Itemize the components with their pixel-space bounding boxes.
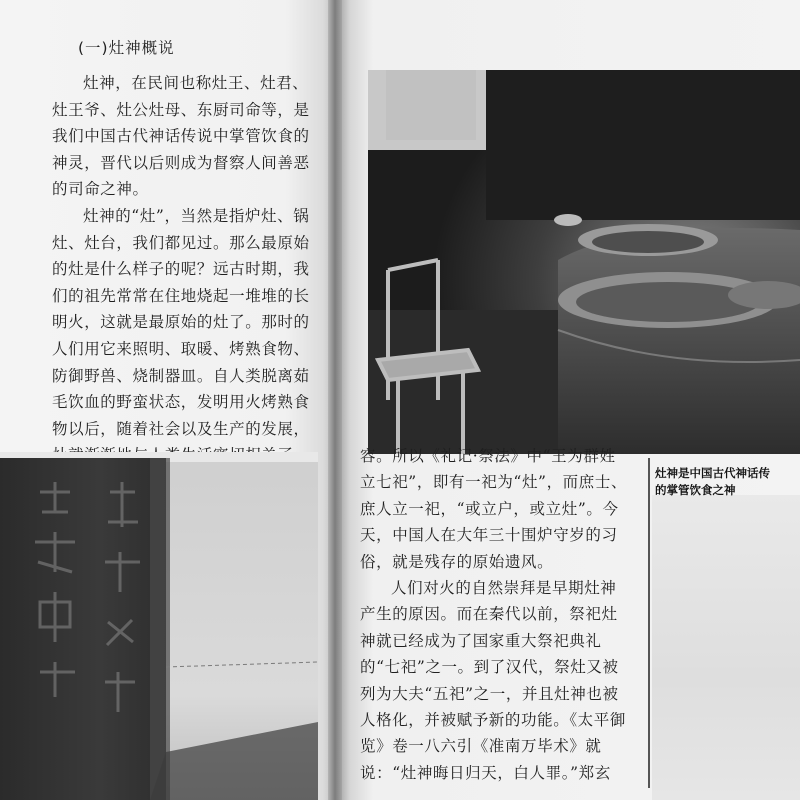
text-line: 并且灶神也被人格化，并被赋予新的功能。 <box>360 684 619 730</box>
right-paragraph-2 <box>360 575 630 786</box>
right-paragraph-1 <box>360 443 630 575</box>
text-line: 爷、灶公灶母、东厨司命等，是我们中国 <box>52 100 310 146</box>
text-line: 到了汉代，祭灶又被列为大夫“五祀”之一， <box>360 658 619 703</box>
text-line: 古代神话传说中掌管饮食的神灵，晋代以 <box>52 127 310 172</box>
text-line: 残存的原始遗风。 <box>424 552 554 571</box>
text-line: 灶神，在民间也称灶王、灶君、灶王 <box>52 74 309 119</box>
kitchen-stove-image <box>368 70 800 454</box>
text-line: 烤熟食物、防御野兽、烧制器皿。自人类 <box>52 339 310 385</box>
caption-line: 灶神是中国古代神话传 <box>655 466 770 480</box>
text-line: 人立一祀，“或立户，或立灶”。今天， <box>360 499 619 545</box>
text-line: 么样子的呢？远古时期，我们的祖先常常 <box>52 260 310 305</box>
text-line: 《太平御览》卷一八六引《准南万毕术》 <box>360 711 626 756</box>
stele-photo <box>0 452 318 800</box>
text-line: 食物以后，随着社会以及生产的发展， <box>52 393 310 438</box>
right-body-text <box>360 443 630 786</box>
text-line: 就说：“灶神晦日归天，白人罪。”郑玄 <box>360 737 611 782</box>
text-line: 始的灶了。那时的人们用它来照明、取暖、 <box>52 313 310 358</box>
text-line: 中国人在大年三十围炉守岁的习俗，就是 <box>360 526 618 571</box>
text-line: 在住地烧起一堆堆的长明火，这就是最原 <box>52 286 310 332</box>
section-heading: (一)灶神概说 <box>78 39 175 57</box>
photo-caption <box>655 465 800 499</box>
kitchen-stove-photo <box>368 70 800 454</box>
text-line: 灶神的“灶”，当然是指炉灶、锅灶、 <box>52 206 310 252</box>
left-paragraph-1 <box>52 70 324 203</box>
text-line: 容。所以《礼记·祭法》中“王为群姓立 <box>360 447 616 492</box>
book-gutter <box>328 0 342 800</box>
text-line: 后则成为督察人间善恶的司命之神。 <box>52 153 310 199</box>
text-line: 七祀”，即有一祀为“灶”，而庶士、庶 <box>360 473 628 518</box>
caption-divider <box>648 458 650 788</box>
text-line: 灶台，我们都见过。那么最原始的灶是什 <box>52 233 310 279</box>
text-line: 人们对火的自然崇拜是早期灶神产生 <box>360 579 617 624</box>
text-line: 成为了国家重大祭祀典礼的“七祀”之一。 <box>360 631 602 677</box>
caption-line: 的掌管饮食之神 <box>655 483 736 497</box>
faded-photo <box>652 495 800 800</box>
text-line: 的原因。而在秦代以前，祭祀灶神就已经 <box>360 605 618 650</box>
stele-photo-image <box>0 452 318 800</box>
text-line: 脱离茹毛饮血的野蛮状态，发明用火烤熟 <box>52 366 310 412</box>
